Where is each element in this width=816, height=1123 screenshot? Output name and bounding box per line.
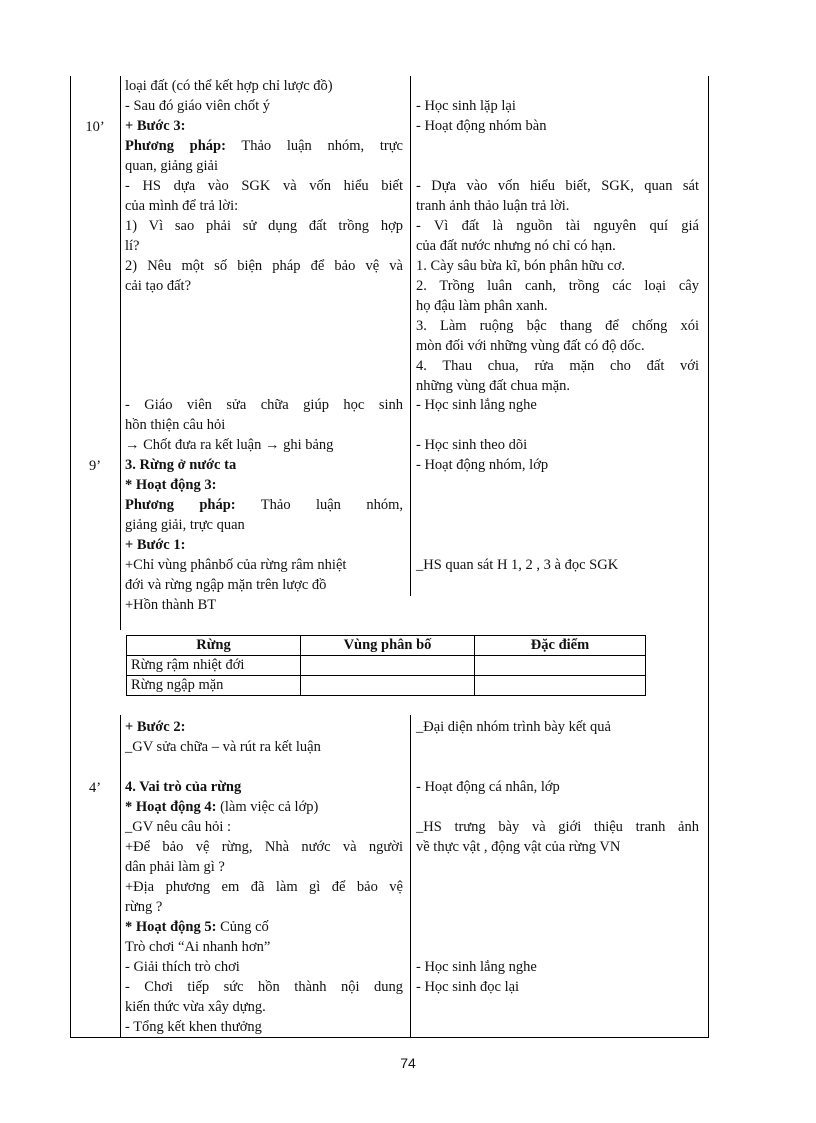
hs-line: mòn đối với những vùng đất có độ dốc. [416, 338, 645, 354]
time-9: 9’ [88, 458, 102, 474]
gv-line [125, 917, 269, 937]
hs-line: - Học sinh lặp lại [416, 98, 516, 114]
hs-line: - Hoạt động cá nhân, lớp [416, 779, 560, 795]
divider-hs [410, 715, 411, 1038]
section-heading: 4. Vai trò của rừng [125, 779, 242, 795]
table-row [127, 656, 646, 676]
divider-hs [410, 76, 411, 596]
gv-line: → Chốt đưa ra kết luận → ghi bảng [125, 437, 334, 453]
activity-heading: * Hoạt động 5: [125, 919, 217, 935]
hs-line: 2. Trồng luân canh, trồng các loại cây [416, 278, 699, 294]
gv-step: + Bước 1: [125, 537, 186, 553]
hs-line: của đất nước nhưng nó chỉ có hạn. [416, 238, 616, 254]
gv-line [125, 797, 318, 817]
gv-line: +Để bảo vệ rừng, Nhà nước và người [125, 839, 403, 855]
time-4: 4’ [88, 780, 102, 796]
gv-line: rừng ? [125, 899, 163, 915]
frame-right [708, 76, 709, 1038]
frame-left [70, 76, 71, 1038]
gv-line: hồn thiện câu hỏi [125, 417, 226, 433]
gv-line: - Chơi tiếp sức hồn thành nội dung [125, 979, 403, 995]
table-cell [301, 656, 475, 676]
hs-line: những vùng đất chua mặn. [416, 378, 571, 394]
table-cell: Rừng ngập mặn [127, 676, 301, 696]
hs-line: _HS trưng bày và giới thiệu tranh ảnh [416, 819, 699, 835]
table-cell [301, 676, 475, 696]
table-header-row [127, 636, 646, 656]
gv-line: _GV sửa chữa – và rút ra kết luận [125, 739, 321, 755]
table-row [127, 676, 646, 696]
table-header: Đặc điểm [475, 636, 646, 656]
hs-line: - Học sinh theo dõi [416, 437, 528, 453]
hs-line: 4. Thau chua, rửa mặn cho đất với [416, 358, 699, 374]
activity-heading: * Hoạt động 4: [125, 799, 217, 815]
hs-line: - Hoạt động nhóm bàn [416, 118, 547, 134]
gv-line: 2) Nêu một số biện pháp để bảo vệ và [125, 258, 403, 274]
gv-line: +Địa phương em đã làm gì để bảo vệ [125, 879, 403, 895]
time-10: 10’ [85, 119, 105, 135]
table-cell [475, 676, 646, 696]
activity-note: Củng cố [216, 919, 269, 935]
gv-line [125, 136, 403, 156]
gv-line: - Giải thích trò chơi [125, 959, 240, 975]
gv-line: loại đất (có thể kết hợp chỉ lược đồ) [125, 78, 333, 94]
gv-line: - Sau đó giáo viên chốt ý [125, 98, 270, 114]
gv-line: - Giáo viên sửa chữa giúp học sinh [125, 397, 403, 413]
hs-line: - Hoạt động nhóm, lớp [416, 457, 549, 473]
gv-line: 1) Vì sao phải sử dụng đất trồng hợp [125, 218, 403, 234]
gv-line: của mình để trả lời: [125, 198, 239, 214]
table-cell: Rừng rậm nhiệt đới [127, 656, 301, 676]
frame-bottom [70, 1037, 709, 1038]
gv-line: dân phải làm gì ? [125, 859, 225, 875]
gv-line: +Chỉ vùng phânbố của rừng râm nhiệt [125, 557, 347, 573]
hs-line: - Học sinh lắng nghe [416, 397, 537, 413]
hs-line: - Học sinh lắng nghe [416, 959, 537, 975]
hs-line: _HS quan sát H 1, 2 , 3 à đọc SGK [416, 557, 619, 573]
gv-method-label: Phương pháp: [125, 138, 226, 154]
gv-step: + Bước 2: [125, 719, 186, 735]
gv-line: Trò chơi “Ai nhanh hơn” [125, 939, 271, 955]
hs-line: _Đại diện nhóm trình bày kết quả [416, 719, 611, 735]
hs-line: về thực vật , động vật của rừng VN [416, 839, 621, 855]
gv-line: giảng giải, trực quan [125, 517, 245, 533]
table-cell [475, 656, 646, 676]
gv-line: _GV nêu câu hỏi : [125, 819, 232, 835]
gv-step: + Bước 3: [125, 118, 186, 134]
divider-time [120, 76, 121, 630]
hs-line: 1. Cày sâu bừa kĩ, bón phân hữu cơ. [416, 258, 626, 274]
hs-line: - Dựa vào vốn hiểu biết, SGK, quan sát [416, 178, 699, 194]
section-heading: 3. Rừng ở nước ta [125, 457, 237, 473]
gv-line: cải tạo đất? [125, 278, 192, 294]
hs-line: họ đậu làm phân xanh. [416, 298, 548, 314]
hs-line: 3. Làm ruộng bậc thang để chống xói [416, 318, 699, 334]
gv-line: +Hồn thành BT [125, 597, 217, 613]
gv-line: đới và rừng ngập mặn trên lược đồ [125, 577, 327, 593]
table-header: Rừng [127, 636, 301, 656]
table-header: Vùng phân bố [301, 636, 475, 656]
gv-line: - HS dựa vào SGK và vốn hiểu biết [125, 178, 403, 194]
gv-method-text: Thảo luận nhóm, trực [225, 138, 403, 154]
hs-line: - Vì đất là nguồn tài nguyên quí giá [416, 218, 699, 234]
gv-method-text: Thảo luận nhóm, [235, 497, 403, 513]
activity-heading: * Hoạt động 3: [125, 477, 217, 493]
gv-line: lí? [125, 238, 140, 254]
hs-line: - Học sinh đọc lại [416, 979, 520, 995]
gv-line [125, 495, 403, 515]
gv-line: kiến thức vừa xây dựng. [125, 999, 266, 1015]
gv-line: quan, giảng giải [125, 158, 219, 174]
forest-table [126, 635, 646, 696]
hs-line: tranh ảnh thảo luận trả lời. [416, 198, 570, 214]
divider-time [120, 715, 121, 1038]
page-number: 74 [400, 1055, 416, 1071]
gv-line: - Tổng kết khen thưởng [125, 1019, 262, 1035]
activity-note: (làm việc cả lớp) [216, 799, 319, 815]
gv-method-label: Phương pháp: [125, 497, 236, 513]
